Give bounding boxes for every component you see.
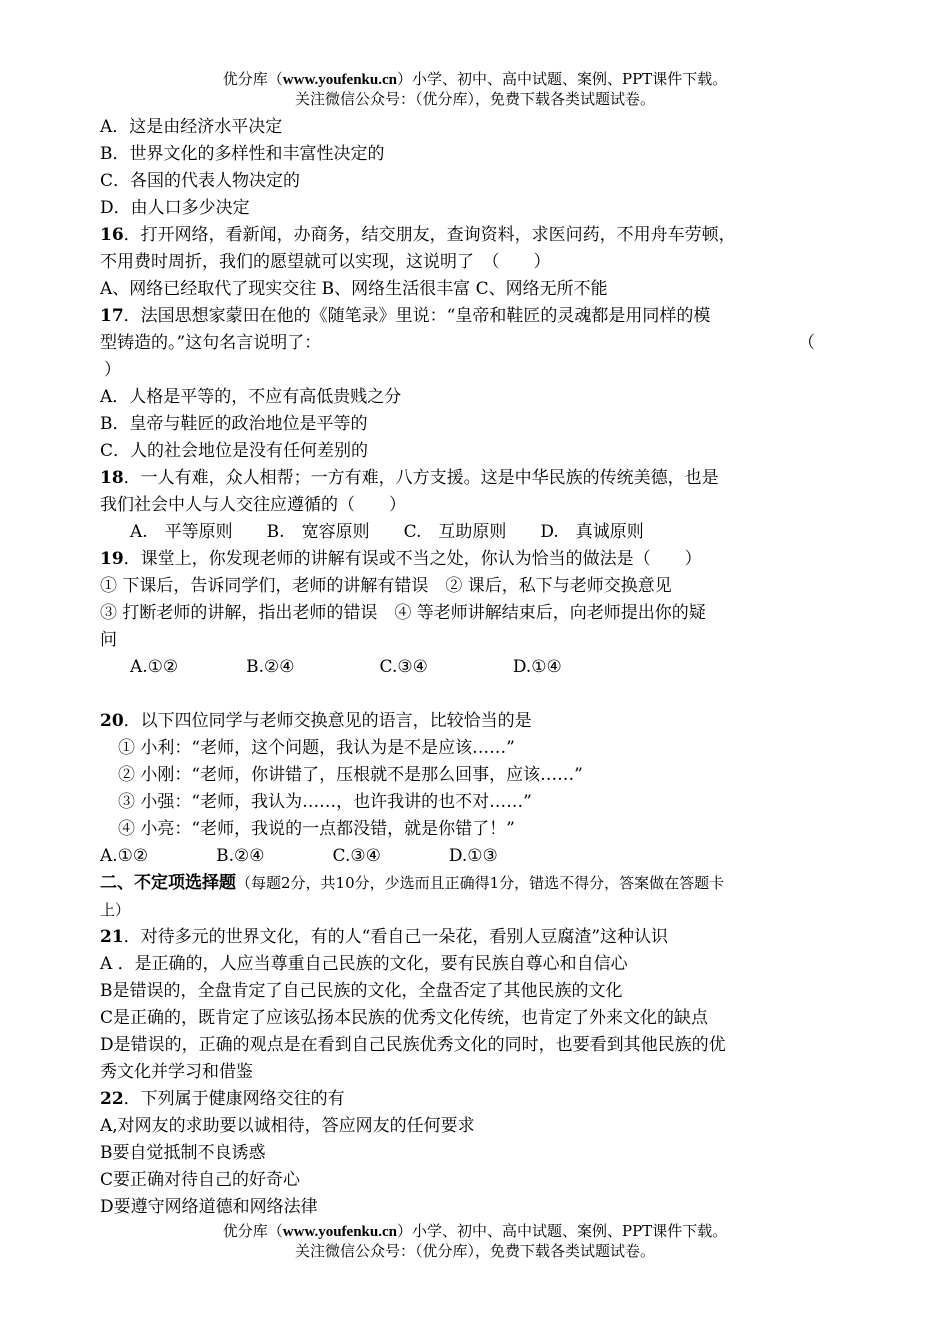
q15-option-c: C．各国的代表人物决定的 <box>100 171 301 191</box>
q17-number: 17 <box>100 306 124 326</box>
section2-heading <box>100 872 724 894</box>
q19-text1: ．课堂上，你发现老师的讲解有误或不当之处，你认为恰当的做法是（ ） <box>123 549 702 569</box>
q22-text1: ．下列属于健康网络交往的有 <box>123 1089 345 1109</box>
q20-text1: ．以下四位同学与老师交换意见的语言，比较恰当的是 <box>123 711 532 731</box>
q22-number: 22 <box>100 1089 124 1109</box>
q19-stem-line3: ③ 打断老师的讲解，指出老师的错误 ④ 等老师讲解结束后，向老师提出你的疑 <box>100 603 706 623</box>
q22-stem-line1 <box>100 1088 345 1110</box>
q16-stem-line2: 不用费时周折，我们的愿望就可以实现，这说明了 （ ） <box>100 252 551 272</box>
q18-stem-line2: 我们社会中人与人交往应遵循的（ ） <box>100 495 406 515</box>
q21-option-d-line2: 秀文化并学习和借鉴 <box>100 1062 253 1082</box>
q16-text1: ．打开网络，看新闻，办商务，结交朋友，查询资料，求医问药，不用舟车劳顿， <box>123 225 736 245</box>
q19-stem-line2: ① 下课后，告诉同学们，老师的讲解有错误 ② 课后，私下与老师交换意见 <box>100 576 672 596</box>
footer-prefix: 优分库（ <box>222 1222 283 1240</box>
q20-number: 20 <box>100 711 124 731</box>
header-prefix: 优分库（ <box>222 70 283 88</box>
page-footer-line2: 关注微信公众号：（优分库），免费下载各类试题试卷。 <box>294 1242 655 1260</box>
q17-stem-line2: 型铸造的。”这句名言说明了： <box>100 333 322 353</box>
q17-option-a: A．人格是平等的，不应有高低贵贱之分 <box>100 387 402 407</box>
q18-options: A. 平等原则 B. 宽容原则 C. 互助原则 D. 真诚原则 <box>130 522 644 542</box>
header-site: www.youfenku.cn <box>282 72 397 88</box>
q18-text1: ．一人有难，众人相帮；一方有难，八方支援。这是中华民族的传统美德，也是 <box>123 468 719 488</box>
q19-number: 19 <box>100 549 124 569</box>
q15-option-b: B．世界文化的多样性和丰富性决定的 <box>100 144 385 164</box>
q20-stem-line1 <box>100 710 532 732</box>
q15-option-d: D．由人口多少决定 <box>100 198 250 218</box>
q17-paren-open: （ <box>798 333 815 353</box>
q20-item-3: ③ 小强：“老师，我认为……，也许我讲的也不对……” <box>118 792 532 812</box>
q17-option-b: B．皇帝与鞋匠的政治地位是平等的 <box>100 414 368 434</box>
q21-option-c: C是正确的，既肯定了应该弘扬本民族的优秀文化传统，也肯定了外来文化的缺点 <box>100 1008 709 1028</box>
q20-options: A.①② B.②④ C.③④ D.①③ <box>100 846 498 866</box>
q21-option-b: B是错误的，全盘肯定了自己民族的文化，全盘否定了其他民族的文化 <box>100 981 623 1001</box>
q22-option-d: D要遵守网络道德和网络法律 <box>100 1197 318 1217</box>
section2-note: （每题2分，共10分，少选而且正确得1分，错选不得分，答案做在答题卡 <box>236 874 725 892</box>
q16-number: 16 <box>100 225 124 245</box>
q20-item-4: ④ 小亮：“老师，我说的一点都没错，就是你错了！” <box>118 819 515 839</box>
q19-stem-line1 <box>100 548 702 570</box>
section2-note-line2: 上） <box>100 901 131 919</box>
q22-option-c: C要正确对待自己的好奇心 <box>100 1170 301 1190</box>
q18-number: 18 <box>100 468 124 488</box>
q17-paren-close: ） <box>104 360 121 380</box>
q20-item-2: ② 小刚：“老师，你讲错了，压根就不是那么回事，应该……” <box>118 765 583 785</box>
q21-option-a: A ．是正确的，人应当尊重自己民族的文化，要有民族自尊心和自信心 <box>100 954 628 974</box>
page-footer-line1 <box>0 1222 950 1241</box>
page-header-line1 <box>0 70 950 89</box>
page-header-line2: 关注微信公众号：（优分库），免费下载各类试题试卷。 <box>294 90 655 108</box>
q22-option-b: B要自觉抵制不良诱惑 <box>100 1143 266 1163</box>
footer-suffix: ）小学、初中、高中试题、案例、PPT课件下载。 <box>397 1222 728 1240</box>
q21-text1: ．对待多元的世界文化，有的人“看自己一朵花，看别人豆腐渣”这种认识 <box>123 927 669 947</box>
q17-option-c: C．人的社会地位是没有任何差别的 <box>100 441 369 461</box>
q17-stem-line1 <box>100 305 710 327</box>
q19-options: A.①② B.②④ C.③④ D.①④ <box>130 657 562 677</box>
q15-option-a: A．这是由经济水平决定 <box>100 117 283 137</box>
q16-options: A、网络已经取代了现实交往 B、网络生活很丰富 C、网络无所不能 <box>100 279 608 299</box>
q22-option-a: A,对网友的求助要以诚相待，答应网友的任何要求 <box>100 1116 475 1136</box>
footer-site: www.youfenku.cn <box>282 1224 397 1240</box>
q21-option-d-line1: D是错误的，正确的观点是在看到自己民族优秀文化的同时，也要看到其他民族的优 <box>100 1035 726 1055</box>
q21-stem-line1 <box>100 926 668 948</box>
q16-stem-line1 <box>100 224 736 246</box>
q17-text1: ．法国思想家蒙田在他的《随笔录》里说：“皇帝和鞋匠的灵魂都是用同样的模 <box>123 306 711 326</box>
section2-title: 二、不定项选择题 <box>100 873 236 893</box>
header-suffix: ）小学、初中、高中试题、案例、PPT课件下载。 <box>397 70 728 88</box>
q18-stem-line1 <box>100 467 719 489</box>
q21-number: 21 <box>100 927 124 947</box>
q20-item-1: ① 小利：“老师，这个问题，我认为是不是应该……” <box>118 738 515 758</box>
q19-stem-line4: 问 <box>100 630 117 650</box>
